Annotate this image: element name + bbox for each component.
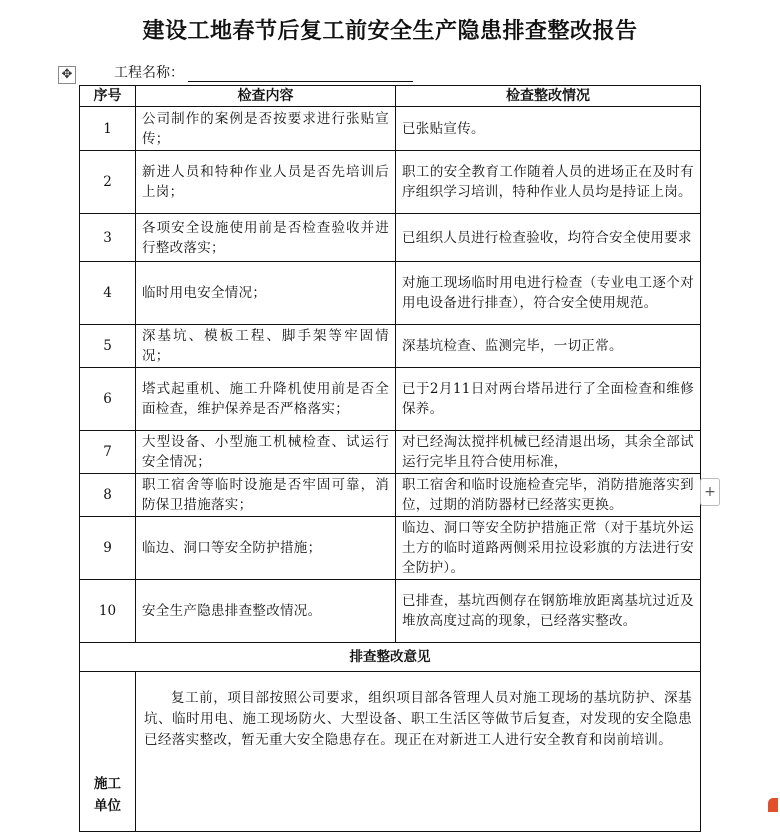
row-content: 临边、洞口等安全防护措施；	[136, 517, 396, 580]
opinion-row	[80, 672, 701, 832]
row-no: 4	[80, 262, 136, 325]
header-no: 序号	[80, 86, 136, 107]
row-result: 已组织人员进行检查验收，均符合安全使用要求	[396, 214, 701, 262]
row-content: 大型设备、小型施工机械检查、试运行安全情况；	[136, 431, 396, 474]
move-cross-icon[interactable]: ✥	[58, 66, 76, 84]
row-no: 9	[80, 517, 136, 580]
opinion-header-row	[80, 643, 701, 672]
row-result: 已于2月11日对两台塔吊进行了全面检查和维修保养。	[396, 368, 701, 431]
table-row	[80, 325, 701, 368]
plus-icon[interactable]: +	[700, 478, 720, 506]
table-row	[80, 431, 701, 474]
table-row	[80, 368, 701, 431]
table-row	[80, 474, 701, 517]
row-no: 10	[80, 580, 136, 643]
row-result: 职工宿舍和临时设施检查完毕，消防措施落实到位，过期的消防器材已经落实更换。	[396, 474, 701, 517]
opinion-header: 排查整改意见	[80, 643, 701, 672]
table-row	[80, 262, 701, 325]
row-result: 对施工现场临时用电进行检查（专业电工逐个对用电设备进行排查），符合安全使用规范。	[396, 262, 701, 325]
project-name-label: 工程名称：	[114, 65, 184, 81]
row-content: 安全生产隐患排查整改情况。	[136, 580, 396, 643]
row-result: 已张贴宣传。	[396, 107, 701, 151]
table-header-row	[80, 86, 701, 107]
row-no: 6	[80, 368, 136, 431]
row-content: 各项安全设施使用前是否检查验收并进行整改落实；	[136, 214, 396, 262]
row-result: 职工的安全教育工作随着人员的进场正在及时有序组织学习培训，特种作业人员均是持证上岗。	[396, 151, 701, 214]
project-name-field[interactable]	[188, 66, 413, 82]
row-result: 已排查，基坑西侧存在钢筋堆放距离基坑过近及堆放高度过高的现象，已经落实整改。	[396, 580, 701, 643]
table-row	[80, 214, 701, 262]
row-content: 公司制作的案例是否按要求进行张贴宣传；	[136, 107, 396, 151]
row-no: 1	[80, 107, 136, 151]
row-no: 5	[80, 325, 136, 368]
table-row	[80, 580, 701, 643]
row-content: 职工宿舍等临时设施是否牢固可靠，消防保卫措施落实；	[136, 474, 396, 517]
opinion-text[interactable]: 复工前，项目部按照公司要求，组织项目部各管理人员对施工现场的基坑防护、深基坑、临时用电、施工现场防火、大型设备、职工生活区等做节后复查，对发现的安全隐患已经落实整改，暂无重大安全隐患存在。现正在对新进工人进行安全教育和岗前培训。	[136, 672, 701, 832]
table-row	[80, 517, 701, 580]
corner-badge	[768, 798, 778, 812]
row-result: 临边、洞口等安全防护措施正常（对于基坑外运土方的临时道路两侧采用拉设彩旗的方法进行安全防护）。	[396, 517, 701, 580]
unit-label-text: 施工单位	[94, 776, 121, 814]
row-content: 塔式起重机、施工升降机使用前是否全面检查，维护保养是否严格落实；	[136, 368, 396, 431]
row-result: 深基坑检查、监测完毕，一切正常。	[396, 325, 701, 368]
row-result: 对已经淘汰搅拌机械已经清退出场，其余全部试运行完毕且符合使用标准，	[396, 431, 701, 474]
row-no: 3	[80, 214, 136, 262]
row-content: 新进人员和特种作业人员是否先培训后上岗；	[136, 151, 396, 214]
row-no: 2	[80, 151, 136, 214]
row-content: 临时用电安全情况；	[136, 262, 396, 325]
page-title: 建设工地春节后复工前安全生产隐患排查整改报告	[142, 19, 638, 44]
construction-unit-label	[80, 672, 136, 832]
table-row	[80, 107, 701, 151]
table-row	[80, 151, 701, 214]
header-content: 检查内容	[136, 86, 396, 107]
project-name-row	[114, 62, 413, 82]
inspection-table	[79, 85, 701, 832]
row-no: 7	[80, 431, 136, 474]
row-content: 深基坑、模板工程、脚手架等牢固情况；	[136, 325, 396, 368]
header-result: 检查整改情况	[396, 86, 701, 107]
row-no: 8	[80, 474, 136, 517]
